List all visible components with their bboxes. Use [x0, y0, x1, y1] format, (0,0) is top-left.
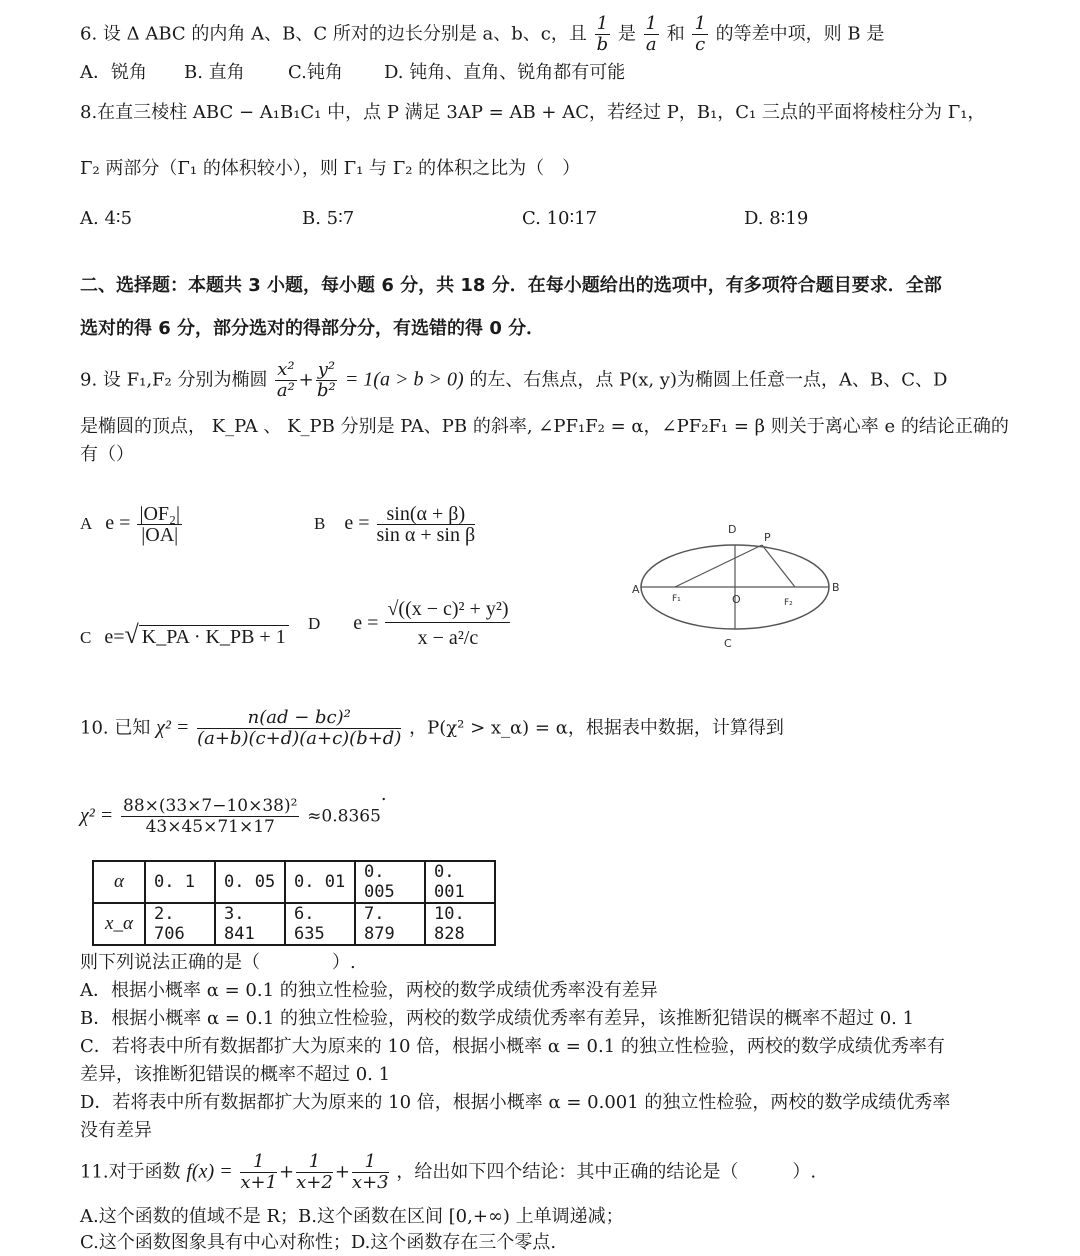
q9-frac-y-num: y² — [317, 359, 336, 380]
q9-option-c-body: K_PA · K_PB + 1 — [139, 625, 289, 648]
q11-fx: f(x) = — [186, 1160, 233, 1183]
q9-line1-end: 的左、右焦点，点 P(x, y)为椭圆上任意一点，A、B、C、D — [469, 369, 948, 391]
q9-option-a-frac — [137, 504, 182, 545]
label-c: C — [724, 637, 732, 650]
q6-he: 和 — [666, 23, 685, 45]
q9-option-a — [80, 504, 184, 545]
table-cell: 0. 05 — [215, 861, 285, 903]
q8-option-d: D. 8∶19 — [744, 208, 809, 229]
q6-shi: 是 — [617, 23, 636, 45]
q9-line2: 是椭圆的顶点， K_PA 、 K_PB 分别是 PA、PB 的斜率, ∠PF₁F₂ = α，∠PF₂F₁ = β 则关于离心率 e 的结论正确的 — [80, 416, 1009, 437]
label-d: D — [728, 523, 737, 536]
q9-option-d-frac — [385, 596, 510, 653]
q9-option-b-num: sin(α + β) — [377, 504, 476, 525]
q9-option-b — [314, 504, 477, 545]
q9-option-d-num: √((x − c)² + y²) — [385, 596, 510, 623]
q10-option-b: B．根据小概率 α = 0.1 的独立性检验，两校的数学成绩优秀率有差异，该推断犯错误的概率不超过 0. 1 — [80, 1008, 915, 1029]
q10-option-c-line2: 差异，该推断犯错误的概率不超过 0. 1 — [80, 1064, 391, 1085]
q8-line2: Γ₂ 两部分（Γ₁ 的体积较小），则 Γ₁ 与 Γ₂ 的体积之比为（ ） — [80, 158, 581, 179]
q10-option-d-line1: D．若将表中所有数据都扩大为原来的 10 倍，根据小概率 α = 0.001 的独立性检验，两校的数学成绩优秀率 — [80, 1092, 951, 1113]
q11-term3-den: x+3 — [351, 1172, 389, 1193]
q9-option-d-lhs: e = — [353, 612, 379, 635]
table-head-alpha: α — [93, 861, 145, 903]
label-a: A — [632, 583, 640, 596]
q9-option-b-lhs: e = — [344, 512, 370, 535]
q10-chi-den: (a+b)(c+d)(a+c)(b+d) — [197, 728, 402, 749]
q9-option-b-den: sin α + sin β — [376, 524, 476, 546]
q10-calc-rhs: ≈0.8365 — [307, 806, 381, 827]
q8-option-b: B. 5∶7 — [302, 208, 355, 229]
q6-stem-end: 的等差中项，则 B 是 — [715, 23, 885, 45]
label-f2: F₂ — [784, 598, 793, 608]
q11-options-cd: C.这个函数图象具有中心对称性；D.这个函数存在三个零点. — [80, 1232, 557, 1253]
segment-pf1 — [675, 545, 762, 587]
q11-term1 — [240, 1152, 277, 1193]
q8-options — [80, 206, 980, 232]
q10-chi-lhs: χ² = — [156, 716, 190, 739]
q11-stem-end: ，给出如下四个结论：其中正确的结论是（ ）. — [396, 1161, 817, 1183]
q10-prob: ，P(χ² > x_α) = α，根据表中数据，计算得到 — [409, 717, 784, 739]
q10-calc-num: 88×(33×7−10×38)² — [123, 796, 298, 816]
q9-option-a-lhs: e = — [105, 512, 131, 535]
q9-option-b-frac — [377, 504, 476, 545]
table-cell: 10. 828 — [425, 903, 495, 945]
segment-pf2 — [762, 545, 795, 587]
q11-plus1: + — [279, 1161, 295, 1183]
q9-option-a-den: |OA| — [141, 524, 179, 546]
q11-term1-den: x+1 — [240, 1172, 278, 1193]
q11-term2-den: x+2 — [296, 1172, 333, 1193]
q10-calc-lhs: χ² = — [80, 804, 114, 827]
label-b: B — [832, 581, 840, 594]
q9-plus: + — [298, 369, 314, 391]
q10-calc-dot: . — [380, 783, 387, 805]
q9-option-d-label: D — [308, 614, 321, 634]
section2-line1: 二、选择题：本题共 3 小题，每小题 6 分，共 18 分．在每小题给出的选项中，有多项符合题目要求．全部 — [80, 275, 942, 296]
q9-frac-x-den: a² — [276, 380, 295, 401]
q6-stem-text: 6. 设 Δ ABC 的内角 A、B、C 所对的边长分别是 a、b、c，且 — [80, 23, 587, 45]
q9-option-c — [80, 620, 289, 650]
label-f1: F₁ — [672, 594, 681, 604]
table-cell: 0. 001 — [425, 861, 495, 903]
q10-option-d-line2: 没有差异 — [80, 1120, 152, 1141]
q9-option-c-root: √ — [124, 620, 139, 649]
label-p: P — [764, 531, 771, 544]
q6-frac-b-num: 1 — [596, 13, 609, 34]
q10-option-c-line1: C．若将表中所有数据都扩大为原来的 10 倍，根据小概率 α = 0.1 的独立性检验，两校的数学成绩优秀率有 — [80, 1036, 945, 1057]
q9-frac-x — [275, 360, 296, 401]
q9-frac-x-num: x² — [277, 359, 295, 380]
table-cell: 7. 879 — [355, 903, 425, 945]
q10-chi-num: n(ad − bc)² — [197, 708, 401, 729]
q10-chi-frac — [197, 708, 401, 749]
q11-term1-num: 1 — [240, 1152, 277, 1173]
table-cell: 0. 005 — [355, 861, 425, 903]
q8-option-c: C. 10∶17 — [522, 208, 598, 229]
q6-frac-b — [595, 14, 610, 55]
q11-term2-num: 1 — [296, 1152, 333, 1173]
table-cell: 2. 706 — [145, 903, 215, 945]
q11-plus2: + — [334, 1161, 350, 1183]
q10-line1 — [80, 708, 784, 749]
ellipse-diagram — [620, 515, 850, 655]
q6-frac-c-num: 1 — [694, 13, 706, 34]
q9-option-a-num: |OF₂| — [139, 503, 180, 525]
q10-calc-frac — [121, 796, 299, 837]
q11-options-ab: A.这个函数的值域不是 R；B.这个函数在区间 [0,+∞) 上单调递减； — [80, 1206, 624, 1227]
q6-frac-c-den: c — [695, 34, 706, 55]
q9-option-b-label: B — [314, 514, 326, 534]
q6-option-a: A．锐角 — [80, 62, 147, 83]
q11-term3 — [352, 1152, 389, 1193]
table-row — [93, 903, 495, 945]
q6-stem — [80, 14, 884, 55]
q9-option-d — [308, 596, 512, 653]
q8-line1: 8.在直三棱柱 ABC − A₁B₁C₁ 中，点 P 满足 3AP = AB + AC，若经过 P，B₁，C₁ 三点的平面将棱柱分为 Γ₁， — [80, 102, 986, 123]
label-o: O — [732, 593, 741, 606]
q9-option-a-label: A — [80, 514, 93, 534]
table-cell: 0. 01 — [285, 861, 355, 903]
q10-option-a: A．根据小概率 α = 0.1 的独立性检验，两校的数学成绩优秀率没有差异 — [80, 980, 658, 1001]
q6-option-b: B. 直角 — [184, 62, 245, 83]
q10-calc — [80, 783, 387, 837]
q9-ellipse-condition: = 1(a > b > 0) — [344, 368, 464, 391]
q9-frac-y-den: b² — [317, 380, 336, 401]
table-head-x-alpha: x_α — [93, 903, 145, 945]
q6-frac-b-den: b — [596, 34, 609, 55]
section2-line2: 选对的得 6 分，部分选对的得部分分，有选错的得 0 分． — [80, 318, 545, 339]
q6-frac-a-den: a — [645, 34, 657, 55]
q6-frac-a-num: 1 — [645, 13, 657, 34]
table-cell: 3. 841 — [215, 903, 285, 945]
table-cell: 0. 1 — [145, 861, 215, 903]
q9-line1 — [80, 360, 947, 401]
q9-line3: 有（） — [80, 444, 134, 465]
q11-term3-num: 1 — [352, 1152, 389, 1173]
q10-intro: 10. 已知 — [80, 717, 151, 739]
q6-frac-c — [692, 14, 707, 55]
q10-table — [92, 860, 496, 946]
q11-stem — [80, 1152, 816, 1193]
table-row — [93, 861, 495, 903]
q11-stem-start: 11.对于函数 — [80, 1161, 181, 1183]
q9-option-c-label: C — [80, 628, 92, 647]
q8-option-a: A. 4∶5 — [80, 208, 133, 229]
q6-frac-a — [644, 14, 659, 55]
q6-option-d: D. 钝角、直角、锐角都有可能 — [384, 62, 626, 83]
table-cell: 6. 635 — [285, 903, 355, 945]
q10-ask: 则下列说法正确的是（ ）. — [80, 952, 356, 973]
q11-term2 — [296, 1152, 333, 1193]
q9-line1-start: 9. 设 F₁,F₂ 分别为椭圆 — [80, 369, 268, 391]
q10-calc-den: 43×45×71×17 — [145, 817, 275, 837]
q6-options — [80, 60, 980, 86]
q9-frac-y — [316, 360, 337, 401]
q9-option-c-lhs: e= — [104, 626, 125, 648]
q6-option-c: C.钝角 — [288, 62, 343, 83]
q9-option-d-den: x − a²/c — [417, 627, 479, 649]
